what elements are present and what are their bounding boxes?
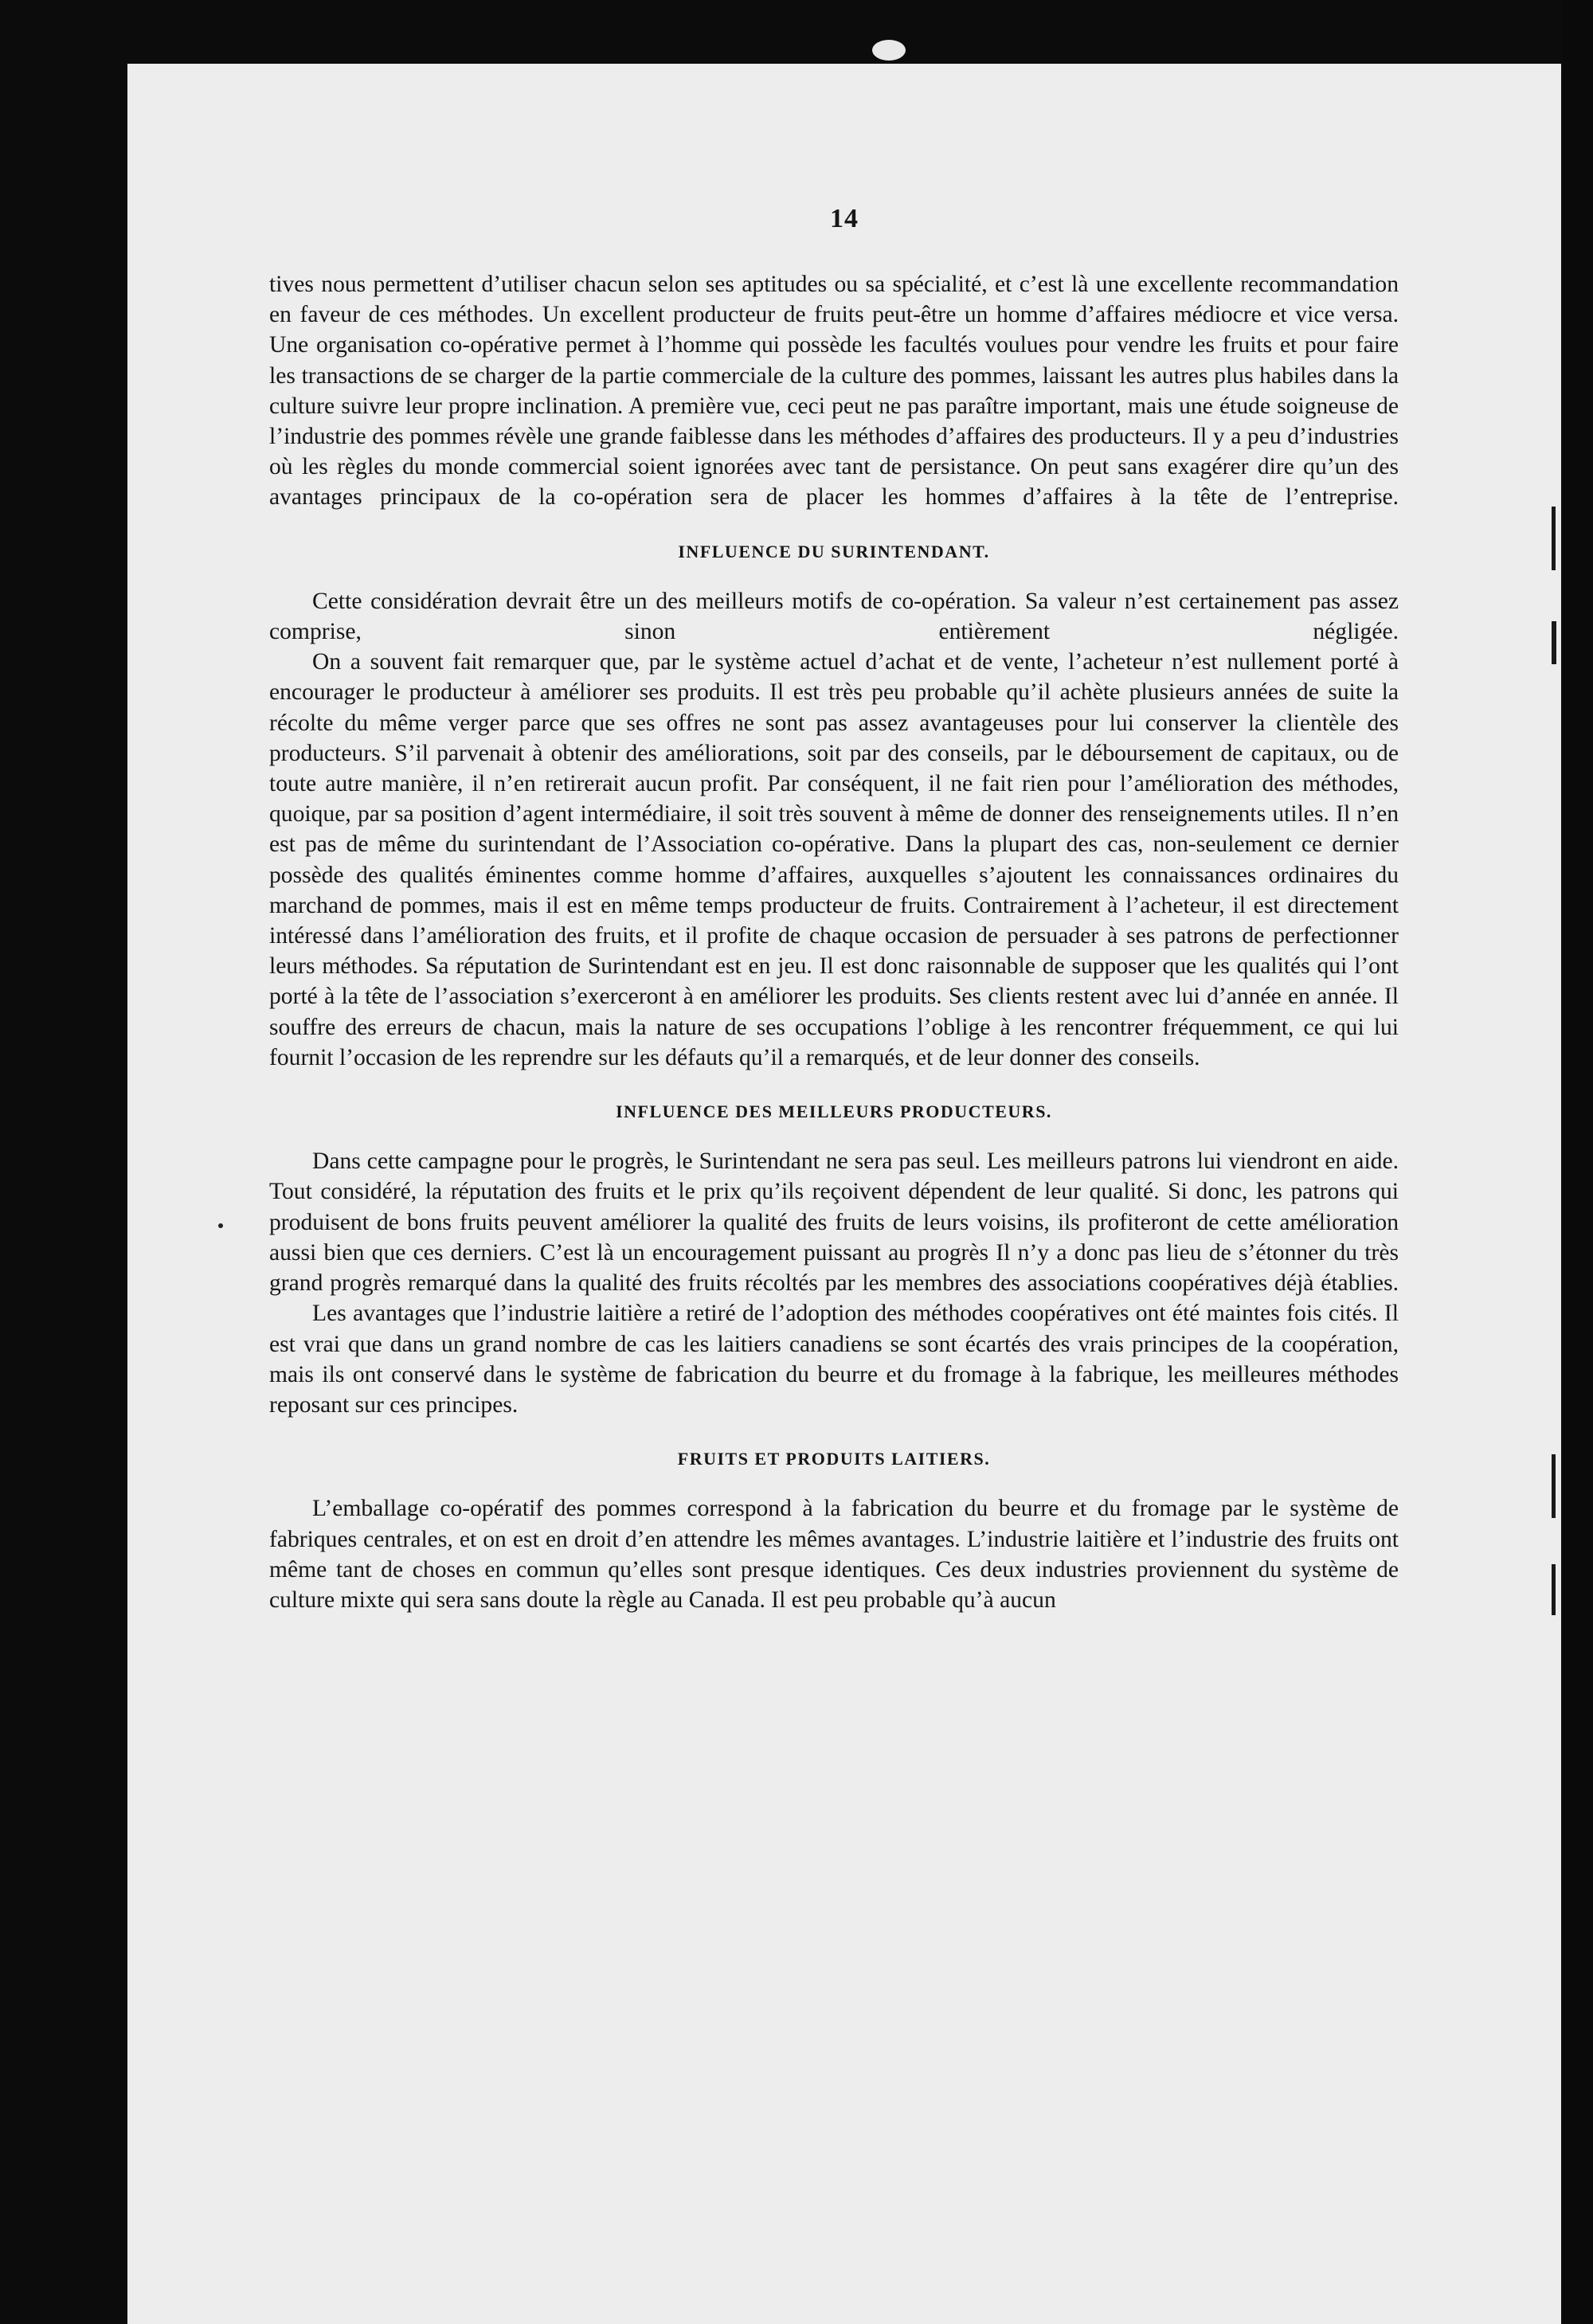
- margin-mark: [1552, 507, 1556, 570]
- scan-artifact: [872, 40, 906, 61]
- document-page: [127, 64, 1561, 2324]
- section-influence-surintendant: [269, 537, 1399, 1073]
- page-body: [269, 269, 1399, 1615]
- margin-mark: [1552, 1454, 1556, 1518]
- margin-dot: [218, 1223, 223, 1228]
- paragraph: Les avantages que l’industrie laitière a retiré de l’adoption des méthodes coopératives ont été maintes fois cités. Il est vrai que dans un grand nombre de cas les laitiers canadiens se sont écartés des vrais principes de la coopération, mais ils ont conservé dans le système de fabrication du beurre et du fromage à la fabrique, les meilleures méthodes reposant sur ces principes.: [269, 1301, 1399, 1418]
- margin-mark: [1552, 1564, 1556, 1615]
- section-heading: INFLUENCE DES MEILLEURS PRODUCTEURS.: [616, 1101, 1052, 1122]
- paragraph: Cette considération devrait être un des meilleurs motifs de co-opération. Sa valeur n’est certainement pas assez comprise, sinon entièrement négligée.: [269, 588, 1399, 645]
- margin-mark: [1552, 621, 1556, 664]
- paragraph: On a souvent fait remarquer que, par le système actuel d’achat et de vente, l’acheteur n’est nullement porté à encourager le producteur à améliorer ses produits. Il est très peu probable qu’il achète plusieurs années de suite la récolte du même verger parce que ses offres ne sont pas assez avantageuses pour lui conserver la clientèle des producteurs. S’il parvenait à obtenir des améliorations, soit par des conseils, par le déboursement de capitaux, ou de toute autre manière, il n’en retirerait aucun profit. Par conséquent, il ne fait rien pour l’amélioration des méthodes, quoique, par sa position d’agent intermédiaire, il soit très souvent à même de donner des renseignements utiles. Il n’en est pas de même du surintendant de l’Association co-opérative. Dans la plupart des cas, non-seulement ce dernier possède des qualités éminentes comme homme d’affaires, auxquelles s’ajoutent les connaissances ordinaires du marchand de pommes, mais il est en même temps producteur de fruits. Contrairement à l’acheteur, il est directement intéressé dans l’amélioration des fruits, et il profite de chaque occasion de persuader à ses patrons de perfectionner leurs méthodes. Sa réputation de Surintendant est en jeu. Il est donc raisonnable de supposer que les qualités qui l’ont porté à la tête de l’association s’exerceront à en améliorer les produits. Ses clients restent avec lui d’année en année. Il souffre des erreurs de chacun, mais la nature de ses occupations l’oblige à les rencontrer fréquemment, ce qui lui fournit l’occasion de les reprendre sur les défauts qu’il a remarqués, et de leur donner des conseils.: [269, 649, 1399, 1070]
- section-heading: INFLUENCE DU SURINTENDANT.: [678, 541, 990, 561]
- paragraph: Dans cette campagne pour le progrès, le Surintendant ne sera pas seul. Les meilleurs patrons lui viendront en aide. Tout considéré, la réputation des fruits et le prix qu’ils reçoivent dépendent de leur qualité. Si donc, les patrons qui produisent de bons fruits peuvent améliorer la qualité des fruits de leurs voisins, ils profiteront de cette amélioration aussi bien que ces derniers. C’est là un encouragement puissant au progrès Il n’y a donc pas lieu de s’étonner du très grand progrès remarqué dans la qualité des fruits récoltés par les membres des associations coopératives déjà établies.: [269, 1148, 1399, 1297]
- intro-paragraph: tives nous permettent d’utiliser chacun selon ses aptitudes ou sa spécialité, et c’est là une excellente recommandation en faveur de ces méthodes. Un excellent producteur de fruits peut-être un homme d’affaires médiocre et vice versa. Une organisation co-opérative permet à l’homme qui possède les facultés voulues pour vendre les fruits et pour faire les transactions de se charger de la partie commerciale de la culture des pommes, laissant les autres plus habiles dans la culture suivre leur propre inclination. A première vue, ceci peut ne pas paraître important, mais une étude soigneuse de l’industrie des pommes révèle une grande faiblesse dans les méthodes d’affaires des producteurs. Il y a peu d’industries où les règles du monde commercial soient ignorées avec tant de persistance. On peut sans exagérer dire qu’un des avantages principaux de la co-opération sera de placer les hommes d’affaires à la tête de l’entreprise.: [269, 272, 1399, 511]
- section-influence-meilleurs-producteurs: [269, 1097, 1399, 1420]
- page-number: 14: [830, 204, 859, 233]
- section-heading: FRUITS ET PRODUITS LAITIERS.: [677, 1449, 991, 1469]
- section-fruits-produits-laitiers: [269, 1444, 1399, 1615]
- scanner-right-margin: [1563, 0, 1593, 2324]
- paragraph: L’emballage co-opératif des pommes correspond à la fabrication du beurre et du fromage par le système de fabriques centrales, et on est en droit d’en attendre les mêmes avantages. L’industrie laitière et l’industrie des fruits ont même tant de choses en commun qu’elles sont presque identiques. Ces deux industries proviennent du système de culture mixte qui sera sans doute la règle au Canada. Il est peu probable qu’à aucun: [269, 1496, 1399, 1613]
- scanner-top-margin: [0, 0, 1593, 67]
